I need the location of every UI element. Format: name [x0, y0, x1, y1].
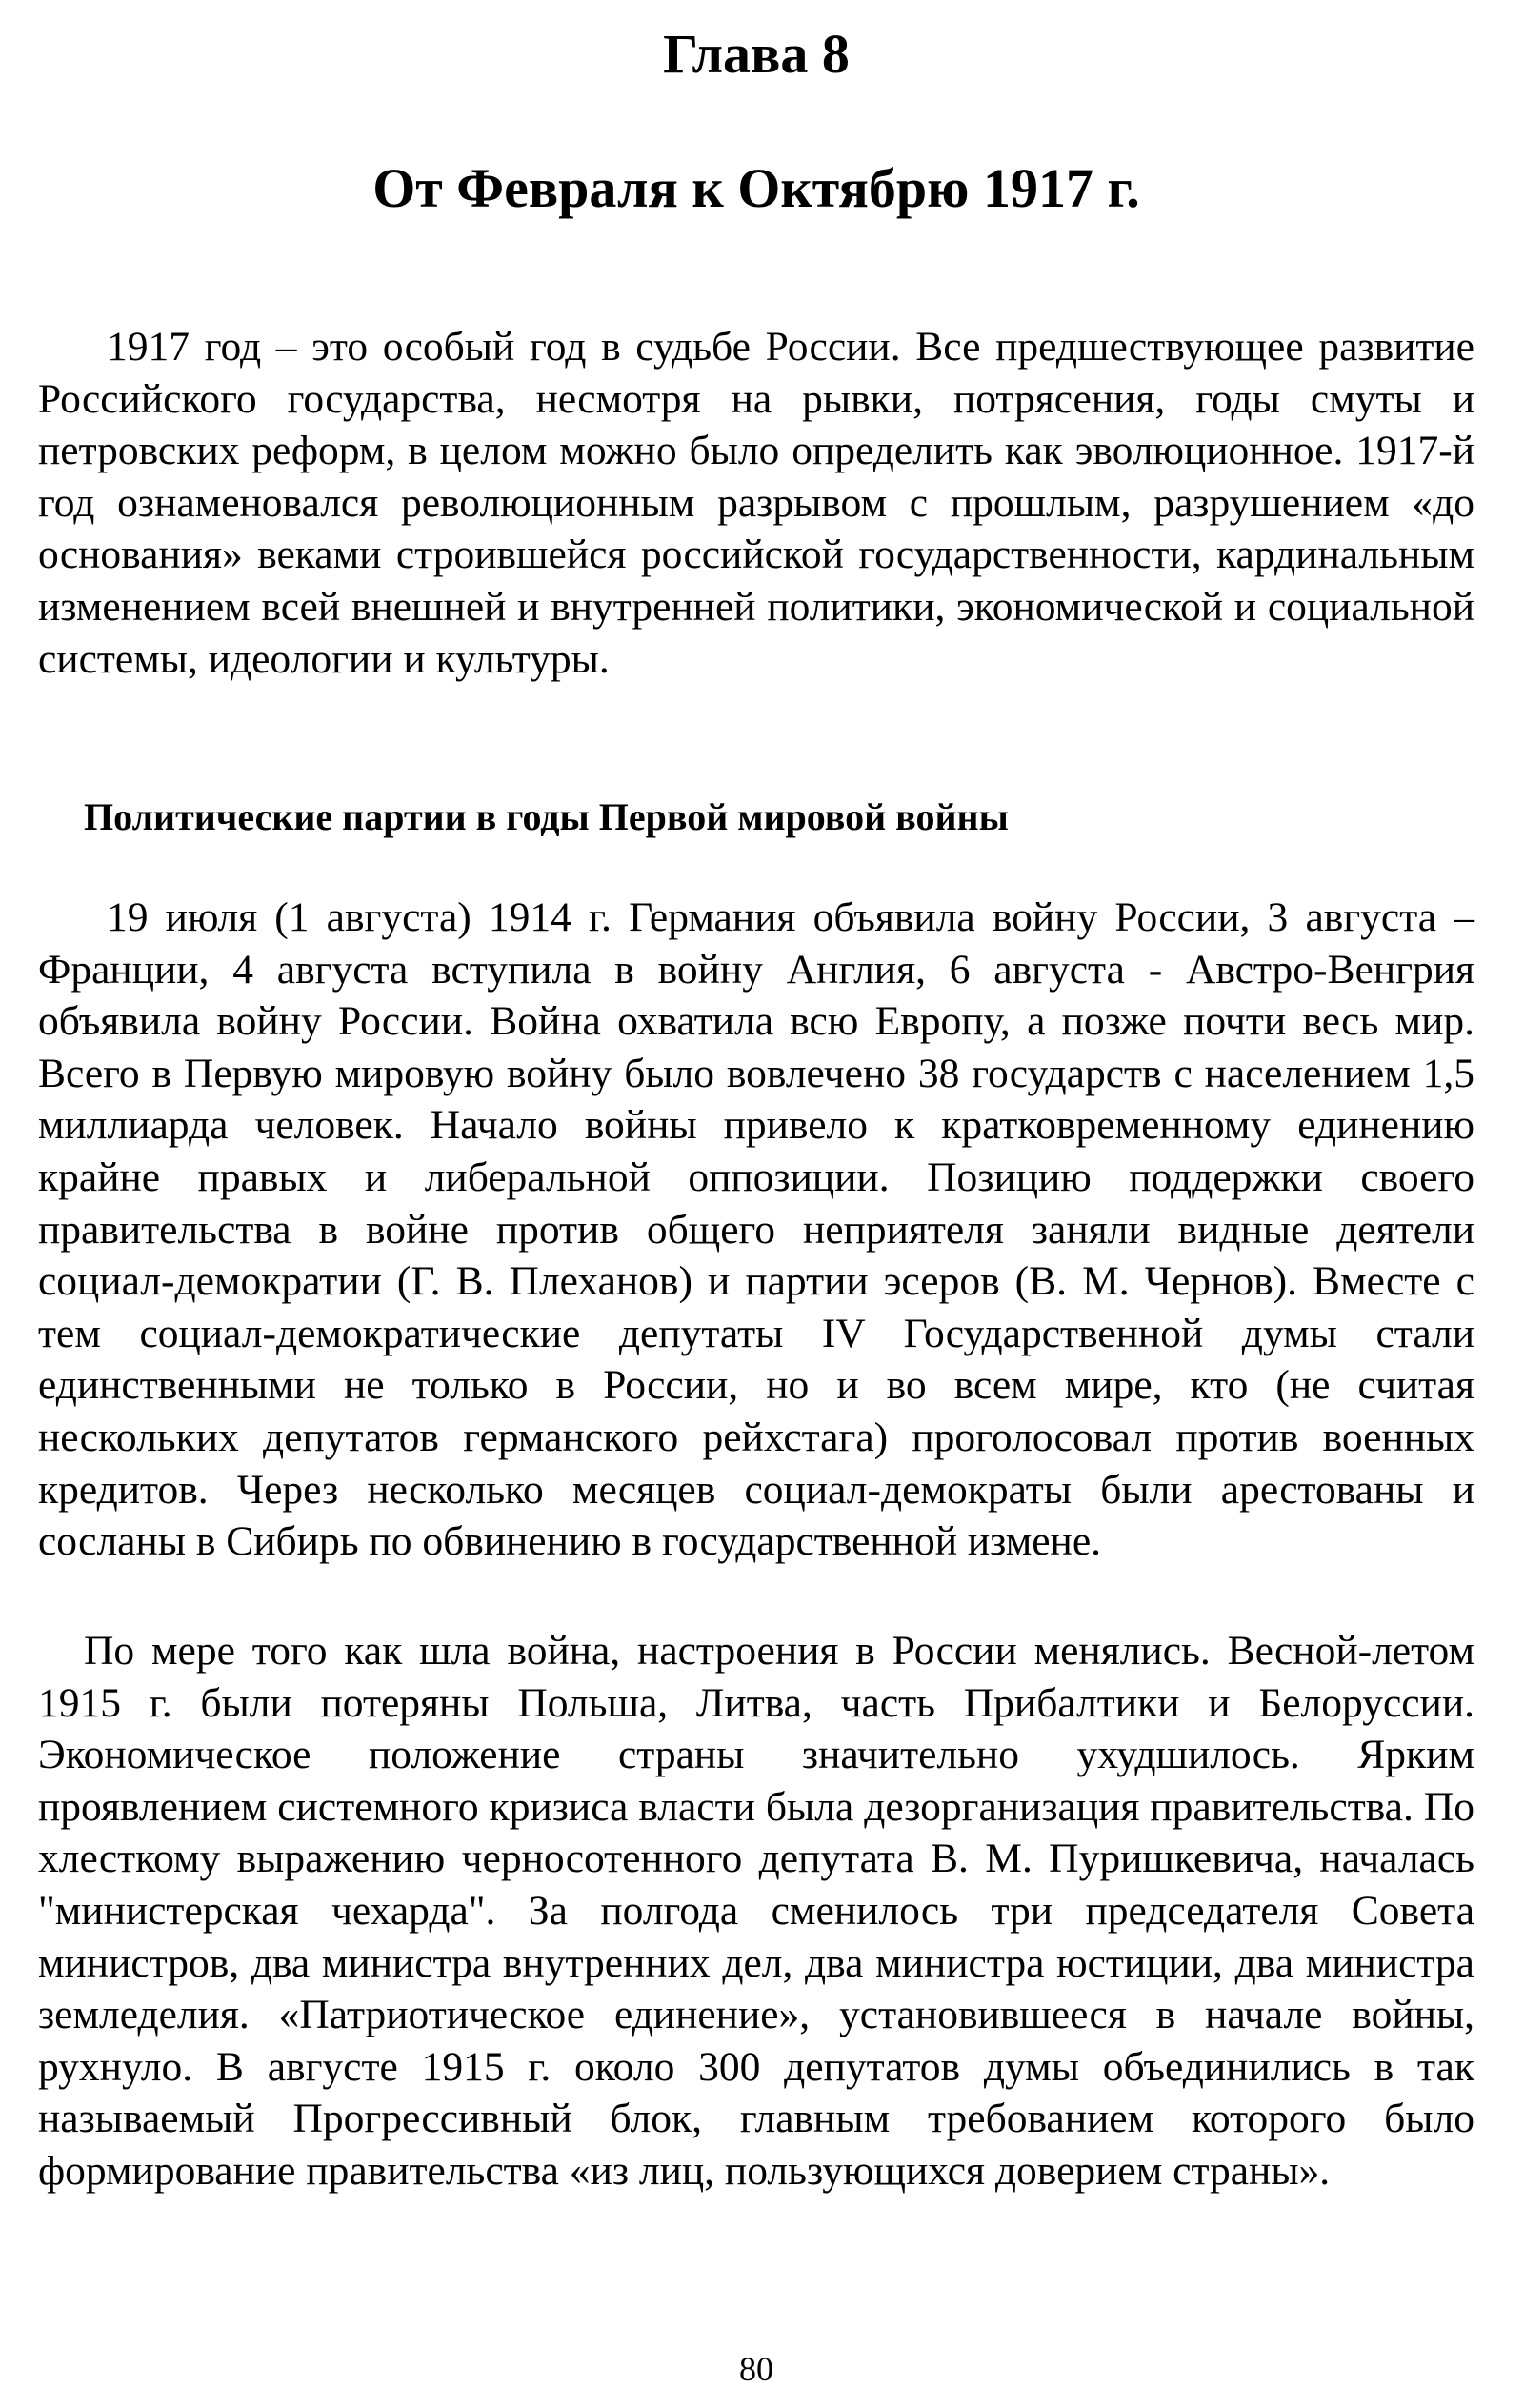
body-paragraph: 19 июля (1 августа) 1914 г. Германия объявила войну России, 3 августа – Франции, 4 августа вступила в войну Англия, 6 августа - Австро-Венгрия объявила войну России. Война охватила всю Европу, а позже почти весь мир. Всего в Первую мировую войну было вовлечено 38 государств с населением 1,5 миллиарда человек. Начало войны привело к кратковременному единению крайне правых и либеральной оппозиции. Позицию поддержки своего правительства в войне против общего неприятеля заняли видные деятели социал-демократии (Г. В. Плеханов) и партии эсеров (В. М. Чернов). Вместе с тем социал-демократические депутаты IV Государственной думы стали единственными не только в России, но и во всем мире, кто (не считая нескольких депутатов германского рейхстага) проголосовал против военных кредитов. Через несколько месяцев социал-демократы были арестованы и сосланы в Сибирь по обвинению в государственной измене.	[38, 894, 1474, 1565]
book-page	[38, 0, 1474, 2408]
intro-paragraph: 1917 год – это особый год в судьбе России. Все предшествующее развитие Российского государства, несмотря на рывки, потрясения, годы смуты и петровских реформ, в целом можно было определить как эволюционное. 1917-й год ознаменовался революционным разрывом с прошлым, разрушением «до основания» веками строившейся российской государственности, кардинальным изменением всей внешней и внутренней политики, экономической и социальной системы, идеологии и культуры.	[38, 324, 1474, 682]
chapter-label: Глава 8	[663, 23, 850, 85]
section-heading: Политические партии в годы Первой мировой войны	[84, 795, 1009, 838]
body-paragraph: По мере того как шла война, настроения в России менялись. Весной-летом 1915 г. были потеряны Польша, Литва, часть Прибалтики и Белоруссии. Экономическое положение страны значительно ухудшилось. Ярким проявлением системного кризиса власти была дезорганизация правительства. По хлесткому выражению черносотенного депутата В. М. Пуришкевича, началась "министерская чехарда". За полгода сменилось три председателя Совета министров, два министра внутренних дел, два министра юстиции, два министра земледелия. «Патриотическое единение», установившееся в начале войны, рухнуло. В августе 1915 г. около 300 депутатов думы объединились в так называемый Прогрессивный блок, главным требованием которого было формирование правительства «из лиц, пользующихся доверием страны».	[38, 1628, 1474, 2194]
chapter-title: От Февраля к Октябрю 1917 г.	[372, 157, 1140, 219]
page-number: 80	[739, 2350, 773, 2388]
